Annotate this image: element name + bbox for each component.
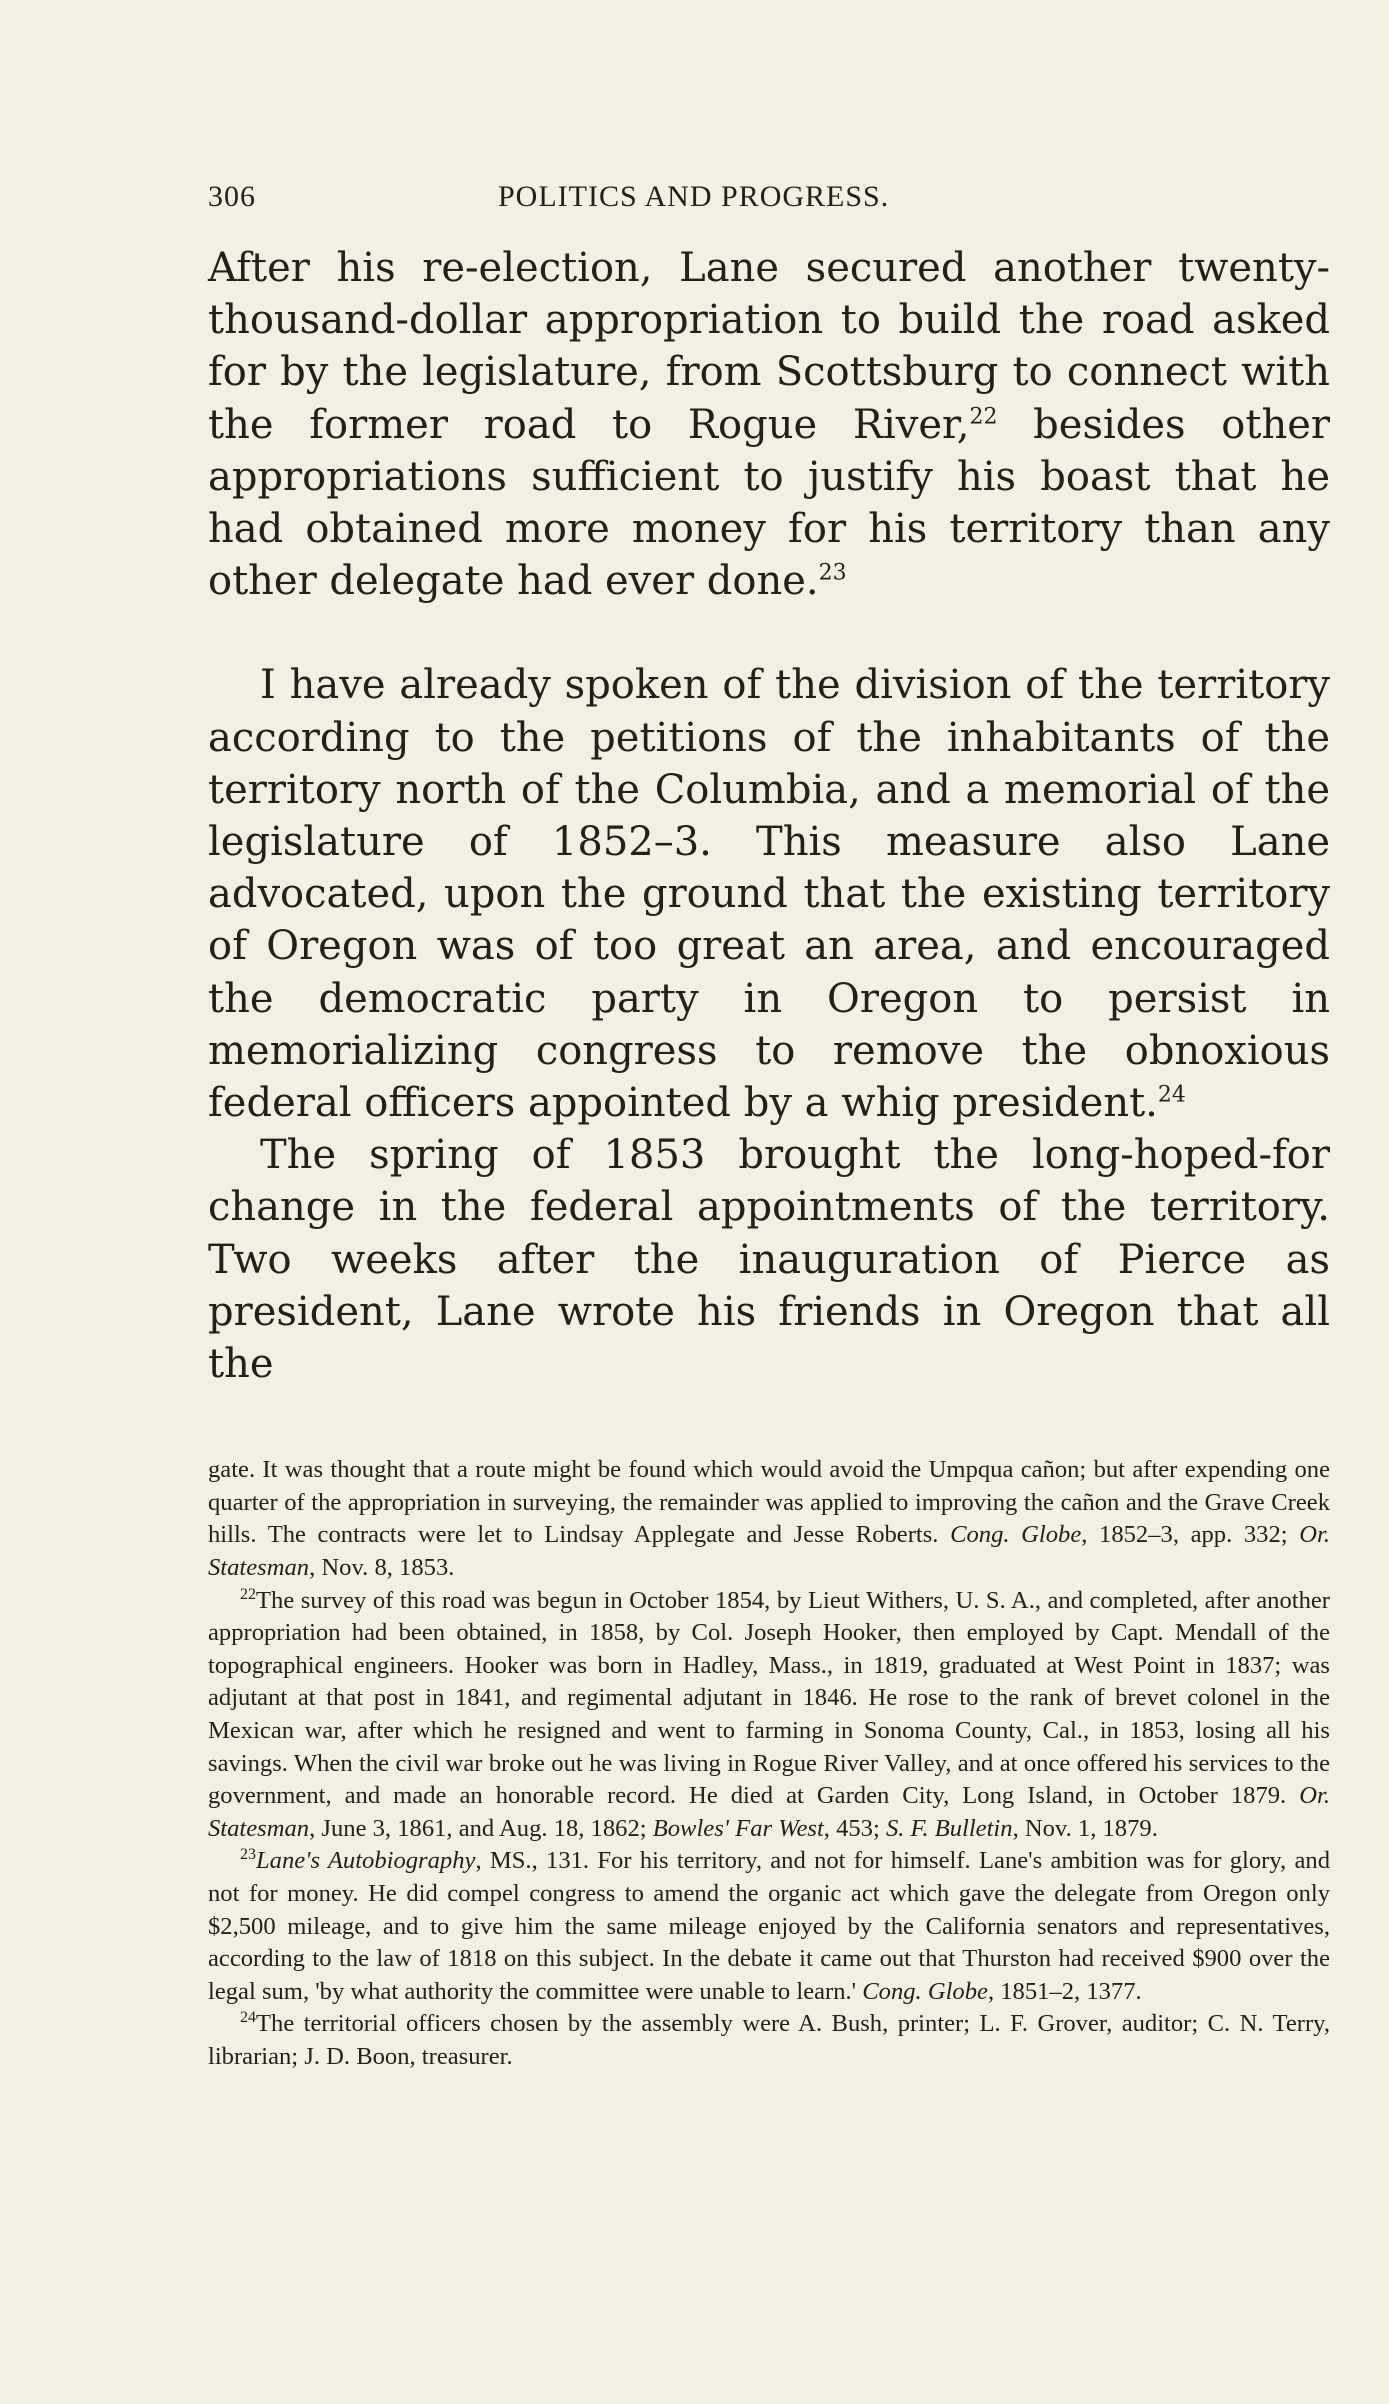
citation: Bowles' Far West [652, 1814, 824, 1842]
footnote-mark: 23 [240, 1846, 256, 1864]
footnote-continued-text: gate. It was thought that a route might be found which would avoid the Umpqua cañon; but after expending one quarter of the appropriation in surveying, the remainder was applied to improving the cañon and the Grave Creek hills. The contracts were let to Lindsay Applegate and Jesse Roberts. [208, 1456, 1330, 1549]
footnote-24-text: The territorial officers chosen by the assembly were A. Bush, printer; L. F. Grover, auditor; C. N. Terry, librarian; J. D. Boon, treasurer. [208, 2010, 1330, 2070]
footnote-mark: 24 [240, 2009, 256, 2027]
page-number: 306 [208, 180, 256, 213]
footnote-continued-text-2: , 1852–3, app. 332; [1081, 1521, 1300, 1549]
footnote-ref-23: 23 [818, 560, 847, 586]
footnotes [208, 1454, 1330, 2073]
citation: S. F. Bulletin [885, 1814, 1013, 1842]
footnote-22-text-3: , 453; [823, 1814, 886, 1842]
footnote-22 [208, 1585, 1330, 1846]
paragraph-1-text-b: besides other appropriations sufficient to justify his boast that he had obtained more money for his territory than any other delegate had ever done. [208, 401, 1331, 605]
citation: Cong. Globe [862, 1977, 988, 2005]
footnote-22-text: The survey of this road was begun in October 1854, by Lieut Withers, U. S. A., and completed, after another appropriation had been obtained, in 1858, by Col. Joseph Hooker, then employed by Capt. Mendall of the topographical engineers. Hooker was born in Hadley, Mass., in 1819, graduated at West Point in 1837; was adjutant at that post in 1841, and regimental adjutant in 1846. He rose to the rank of brevet colonel in the Mexican war, after which he resigned and went to farming in Sonoma County, Cal., in 1853, losing all his savings. When the civil war broke out he was living in Rogue River Valley, and at once offered his services to the government, and made an honorable record. He died at Garden City, Long Island, in October 1879. [208, 1586, 1330, 1810]
footnote-ref-22: 22 [969, 404, 998, 430]
footnote-23-text-2: , 1851–2, 1377. [987, 1977, 1142, 2005]
paragraph-3-text: The spring of 1853 brought the long-hoped-for change in the federal appointments of the territory. Two weeks after the inauguration of Pierce as president, Lane wrote his friends in Oregon that all the [208, 1132, 1330, 1388]
running-title: POLITICS AND PROGRESS. [498, 180, 890, 213]
paragraph-1-text-a: After his re-election, Lane secured another twenty-thousand-dollar appropriation to build the road asked for by the legislature, from Scottsburg to connect with the former road to Rogue River, [208, 245, 1330, 448]
main-text [208, 242, 1330, 1390]
footnote-continued-text-3: , Nov. 8, 1853. [309, 1554, 455, 1582]
footnote-24 [208, 2008, 1330, 2073]
footnote-22-text-4: , Nov. 1, 1879. [1012, 1814, 1158, 1842]
footnote-23-text: , MS., 131. For his territory, and not for himself. Lane's ambition was for glory, and not for money. He did compel congress to amend the organic act which gave the delegate from Oregon only $2,500 mileage, and to give him the same mileage enjoyed by the California senators and representatives, according to the law of 1818 on this subject. In the debate it came out that Thurston had received $900 over the legal sum, 'by what authority the committee were unable to learn.' [208, 1847, 1330, 2005]
paragraph-1 [208, 242, 1330, 607]
citation: Or. Statesman [208, 1521, 1330, 1582]
paragraph-2-text: I have already spoken of the division of the territory according to the petitions of the inhabitants of the territory north of the Columbia, and a memorial of the legislature of 1852–3. This measure also Lane advocated, upon the ground that the existing territory of Oregon was of too great an area, and encouraged the democratic party in Oregon to persist in memorializing congress to remove the obnoxious federal officers appointed by a whig president. [208, 662, 1330, 1127]
footnote-22-text-2: , June 3, 1861, and Aug. 18, 1862; [309, 1814, 653, 1842]
citation: Or. Statesman [208, 1782, 1330, 1842]
book-page [208, 180, 1330, 2074]
citation: Lane's Autobiography [256, 1847, 476, 1875]
footnote-mark: 22 [240, 1585, 256, 1603]
paragraph-3 [208, 1129, 1330, 1390]
page-header [208, 180, 1330, 236]
footnote-continued [208, 1454, 1330, 1584]
paragraph-2 [208, 659, 1330, 1129]
footnote-ref-24: 24 [1157, 1082, 1186, 1108]
footnote-23 [208, 1845, 1330, 2008]
citation: Cong. Globe [950, 1521, 1082, 1549]
